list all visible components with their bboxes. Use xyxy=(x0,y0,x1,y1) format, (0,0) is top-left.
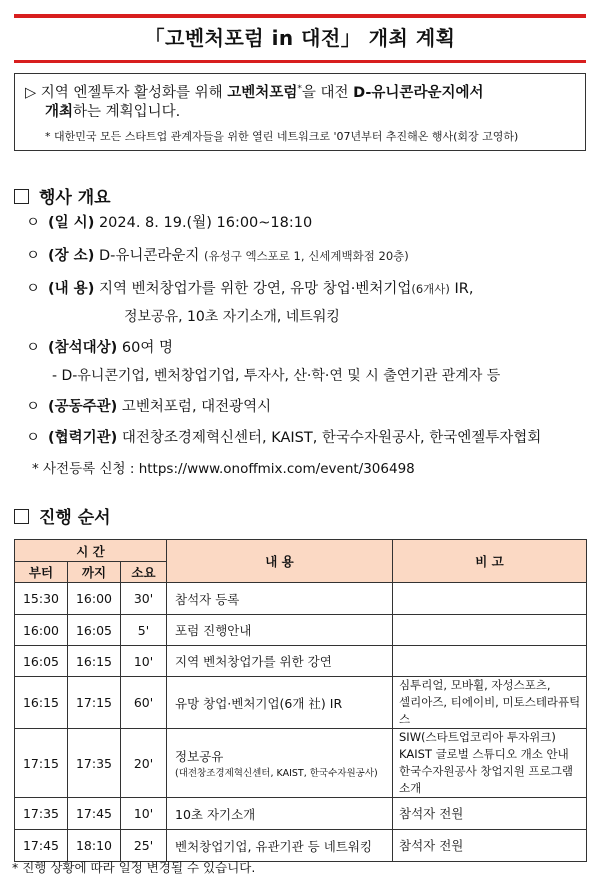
cell-duration: 25' xyxy=(121,830,167,862)
registration-link[interactable]: * 사전등록 신청 : https://www.onoffmix.com/event/306498 xyxy=(32,461,415,477)
cell-content: 10초 자기소개 xyxy=(167,798,393,830)
cell-to: 16:00 xyxy=(68,583,121,615)
cell-from: 17:45 xyxy=(15,830,68,862)
summary-box xyxy=(14,73,586,151)
cell-content: 지역 벤처창업가를 위한 강연 xyxy=(167,646,393,677)
cell-from: 16:05 xyxy=(15,646,68,677)
triangle-marker-icon: ▷ xyxy=(25,84,37,101)
cell-remarks: 참석자 전원 xyxy=(393,798,587,830)
item-date: ㅇ (일 시) 2024. 8. 19.(월) 16:00~18:10 xyxy=(26,215,313,231)
cell-remarks: SIW(스타트업코리아 투자위크) KAIST 글로벌 스튜디오 개소 안내 한국수자원공사 창업지원 프로그램 소개 xyxy=(393,729,587,798)
cell-content: 포럼 진행안내 xyxy=(167,615,393,646)
cell-duration: 10' xyxy=(121,798,167,830)
document-title: 「고벤처포럼 in 대전」 개최 계획 xyxy=(144,26,456,50)
cell-from: 15:30 xyxy=(15,583,68,615)
item-target: ㅇ (참석대상) 60여 명 xyxy=(26,340,173,356)
schedule-footnote: * 진행 상황에 따라 일정 변경될 수 있습니다. xyxy=(12,860,256,875)
cell-remarks xyxy=(393,583,587,615)
table-row xyxy=(15,615,587,646)
section-event-overview: 행사 개요 xyxy=(14,183,111,208)
cell-from: 16:15 xyxy=(15,677,68,729)
cell-from: 17:15 xyxy=(15,729,68,798)
summary-footnote: * 대한민국 모든 스타트업 관계자들을 위한 열린 네트워크로 '07년부터 추진해온 행사(회장 고영하) xyxy=(45,130,519,143)
cell-content: 참석자 등록 xyxy=(167,583,393,615)
item-target-detail: - D-유니콘기업, 벤처창업기업, 투자사, 산·학·연 및 시 출연기관 관계자 등 xyxy=(52,368,501,384)
cell-from: 17:35 xyxy=(15,798,68,830)
item-content: ㅇ (내 용) 지역 벤처창업가를 위한 강연, 유망 창업·벤처기업(6개사) IR, xyxy=(26,281,474,297)
cell-from: 16:00 xyxy=(15,615,68,646)
table-row xyxy=(15,830,587,862)
table-row xyxy=(15,798,587,830)
cell-duration: 20' xyxy=(121,729,167,798)
summary-line-1: ▷ 지역 엔젤투자 활성화를 위해 고벤처포럼*을 대전 D-유니콘라운지에서 xyxy=(25,84,484,101)
schedule-table xyxy=(14,539,587,862)
item-host: ㅇ (공동주관) 고벤처포럼, 대전광역시 xyxy=(26,399,272,415)
item-place: ㅇ (장 소) D-유니콘라운지 (유성구 엑스포로 1, 신세계백화점 20층) xyxy=(26,248,409,264)
header-remarks: 비 고 xyxy=(393,540,587,583)
cell-to: 16:15 xyxy=(68,646,121,677)
table-row xyxy=(15,677,587,729)
table-row xyxy=(15,583,587,615)
checkbox-square-icon xyxy=(14,509,29,524)
section-schedule: 진행 순서 xyxy=(14,503,111,528)
cell-to: 16:05 xyxy=(68,615,121,646)
table-row xyxy=(15,729,587,798)
cell-remarks: 참석자 전원 xyxy=(393,830,587,862)
cell-remarks xyxy=(393,615,587,646)
header-to: 까지 xyxy=(68,562,121,583)
summary-line-2: 개최하는 계획입니다. xyxy=(45,104,181,120)
cell-remarks xyxy=(393,646,587,677)
item-content-line-2: 정보공유, 10초 자기소개, 네트워킹 xyxy=(124,309,340,325)
cell-duration: 5' xyxy=(121,615,167,646)
header-duration: 소요 xyxy=(121,562,167,583)
item-partner: ㅇ (협력기관) 대전창조경제혁신센터, KAIST, 한국수자원공사, 한국엔젤투자협회 xyxy=(26,430,542,446)
cell-content: 벤처창업기업, 유관기관 등 네트워킹 xyxy=(167,830,393,862)
top-red-rule xyxy=(14,14,586,18)
cell-remarks: 심투리얼, 모바휠, 자성스포츠, 셀리아즈, 티에이비, 미토스테라퓨틱스 xyxy=(393,677,587,729)
cell-content: 정보공유 (대전창조경제혁신센터, KAIST, 한국수자원공사) xyxy=(167,729,393,798)
header-content: 내 용 xyxy=(167,540,393,583)
header-time: 시 간 xyxy=(15,540,167,562)
cell-to: 17:35 xyxy=(68,729,121,798)
cell-to: 17:15 xyxy=(68,677,121,729)
cell-duration: 10' xyxy=(121,646,167,677)
cell-to: 18:10 xyxy=(68,830,121,862)
cell-duration: 60' xyxy=(121,677,167,729)
cell-to: 17:45 xyxy=(68,798,121,830)
checkbox-square-icon xyxy=(14,189,29,204)
header-from: 부터 xyxy=(15,562,68,583)
table-row xyxy=(15,646,587,677)
cell-duration: 30' xyxy=(121,583,167,615)
cell-content: 유망 창업·벤처기업(6개 社) IR xyxy=(167,677,393,729)
title-bottom-red-rule xyxy=(14,60,586,63)
